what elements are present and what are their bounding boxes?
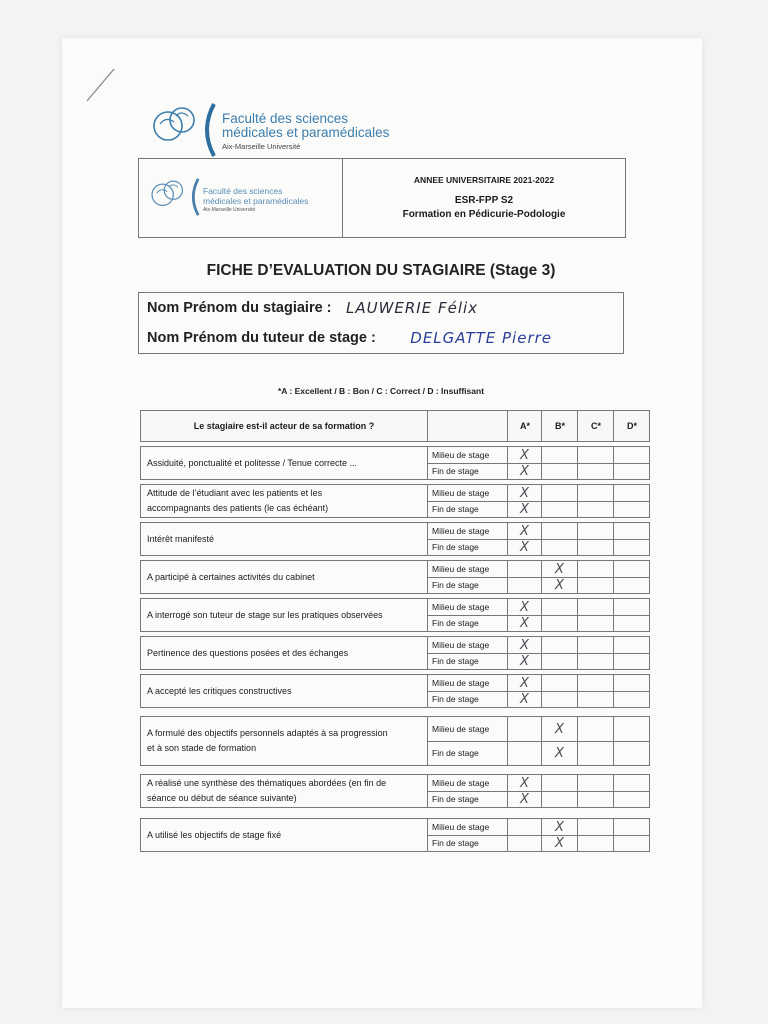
criterion-row xyxy=(140,560,650,594)
grade-cell-d[interactable] xyxy=(613,675,649,691)
criterion-label xyxy=(141,485,427,517)
faces-emblem-icon xyxy=(149,175,187,213)
grade-cell-a[interactable] xyxy=(507,819,541,835)
check-mark: X xyxy=(555,835,564,851)
header-info-cell xyxy=(343,159,625,237)
criterion-label-line: Attitude de l’étudiant avec les patients et les xyxy=(147,488,323,498)
grade-cell-a[interactable] xyxy=(507,717,541,741)
check-mark: X xyxy=(520,637,529,653)
question-header: Le stagiaire est-il acteur de sa formation ? xyxy=(193,421,375,431)
row-divider xyxy=(427,539,649,540)
grade-cell-c[interactable] xyxy=(577,539,613,555)
grade-cell-d[interactable] xyxy=(613,577,649,593)
logo-university: Aix-Marseille Université xyxy=(203,207,256,213)
criterion-row xyxy=(140,522,650,556)
criterion-row xyxy=(140,774,650,808)
stage-mid-label: Milieu de stage xyxy=(427,675,507,691)
grade-cell-d[interactable] xyxy=(613,791,649,807)
grade-cell-d[interactable] xyxy=(613,539,649,555)
grade-cell-a[interactable] xyxy=(507,523,541,539)
criterion-label-line: A réalisé une synthèse des thématiques abordées (en fin de xyxy=(147,778,387,788)
check-mark: X xyxy=(555,721,564,737)
stage-mid-label: Milieu de stage xyxy=(427,819,507,835)
grade-cell-d[interactable] xyxy=(613,599,649,615)
faculty-logo xyxy=(150,100,450,160)
criterion-row xyxy=(140,636,650,670)
grade-cell-c[interactable] xyxy=(577,637,613,653)
criterion-row xyxy=(140,674,650,708)
grade-cell-d[interactable] xyxy=(613,775,649,791)
criterion-row xyxy=(140,716,650,766)
grading-legend: *A : Excellent / B : Bon / C : Correct / D : Insuffisant xyxy=(277,386,485,396)
stage-end-label: Fin de stage xyxy=(427,741,507,765)
grade-cell-b[interactable] xyxy=(541,539,577,555)
grade-cell-a[interactable] xyxy=(507,775,541,791)
tutor-name-handwritten: DELGATTE Pierre xyxy=(410,329,553,347)
row-divider xyxy=(427,463,649,464)
grade-cell-c[interactable] xyxy=(577,717,613,741)
check-mark: X xyxy=(520,463,529,479)
grade-cell-b[interactable] xyxy=(541,691,577,707)
page-title: FICHE D’EVALUATION DU STAGIAIRE (Stage 3) xyxy=(206,262,556,279)
trainee-row xyxy=(147,299,478,323)
criterion-label xyxy=(141,775,427,807)
grade-cell-a[interactable] xyxy=(507,539,541,555)
tutor-label: Nom Prénom du tuteur de stage : xyxy=(147,330,376,346)
check-mark: X xyxy=(520,691,529,707)
grade-cell-a[interactable] xyxy=(507,835,541,851)
grade-cell-d[interactable] xyxy=(613,717,649,741)
grade-cell-a[interactable] xyxy=(507,615,541,631)
grade-cell-c[interactable] xyxy=(577,561,613,577)
criterion-label xyxy=(141,561,427,593)
grade-cell-b[interactable] xyxy=(541,675,577,691)
grade-cell-a[interactable] xyxy=(507,691,541,707)
grade-cell-d[interactable] xyxy=(613,447,649,463)
grade-cell-b[interactable] xyxy=(541,501,577,517)
check-mark: X xyxy=(520,485,529,501)
stage-mid-label: Milieu de stage xyxy=(427,599,507,615)
grade-cell-b[interactable] xyxy=(541,523,577,539)
criterion-label-line: Intérêt manifesté xyxy=(147,533,215,544)
stage-end-label: Fin de stage xyxy=(427,791,507,807)
grade-cell-c[interactable] xyxy=(577,501,613,517)
grade-cell-d[interactable] xyxy=(613,819,649,835)
header-box xyxy=(138,158,626,238)
criterion-label xyxy=(141,819,427,851)
check-mark: X xyxy=(520,539,529,555)
grade-cell-c[interactable] xyxy=(577,741,613,765)
logo-bracket-icon xyxy=(198,102,218,158)
criterion-label xyxy=(141,637,427,669)
check-mark: X xyxy=(520,523,529,539)
grade-cell-d[interactable] xyxy=(613,653,649,669)
row-divider xyxy=(427,653,649,654)
criterion-label-line: et à son stade de formation xyxy=(147,743,257,753)
grade-cell-b[interactable] xyxy=(541,791,577,807)
tutor-row xyxy=(147,329,552,353)
grade-cell-c[interactable] xyxy=(577,485,613,501)
trainee-name-handwritten: LAUWERIE Félix xyxy=(345,299,479,317)
check-mark: X xyxy=(520,775,529,791)
grade-cell-c[interactable] xyxy=(577,819,613,835)
grade-cell-c[interactable] xyxy=(577,577,613,593)
row-divider xyxy=(427,741,649,742)
criterion-label xyxy=(141,523,427,555)
check-mark: X xyxy=(520,653,529,669)
column-header-d: D* xyxy=(613,411,650,441)
grade-cell-b[interactable] xyxy=(541,599,577,615)
stage-mid-label: Milieu de stage xyxy=(427,485,507,501)
check-mark: X xyxy=(555,561,564,577)
check-mark: X xyxy=(520,791,529,807)
grade-cell-c[interactable] xyxy=(577,675,613,691)
grade-cell-a[interactable] xyxy=(507,485,541,501)
grade-cell-b[interactable] xyxy=(541,775,577,791)
grade-cell-d[interactable] xyxy=(613,485,649,501)
grade-cell-d[interactable] xyxy=(613,691,649,707)
stage-end-label: Fin de stage xyxy=(427,691,507,707)
criterion-label-line: A utilisé les objectifs de stage fixé xyxy=(147,829,282,840)
formation-name: Formation en Pédicurie-Podologie xyxy=(402,209,566,220)
logo-title-line-1: Faculté des sciences xyxy=(203,186,283,196)
stage-header xyxy=(427,411,508,441)
stage-end-label: Fin de stage xyxy=(427,653,507,669)
grade-cell-a[interactable] xyxy=(507,653,541,669)
criterion-label-line: A interrogé son tuteur de stage sur les pratiques observées xyxy=(147,609,383,620)
grade-cell-b[interactable] xyxy=(541,561,577,577)
program-code: ESR-FPP S2 xyxy=(454,195,514,206)
logo-title-line-2: médicales et paramédicales xyxy=(203,196,309,206)
stage-mid-label: Milieu de stage xyxy=(427,447,507,463)
pencil-mark xyxy=(82,66,122,106)
column-header-b: B* xyxy=(541,411,578,441)
grade-cell-a[interactable] xyxy=(507,599,541,615)
stage-end-label: Fin de stage xyxy=(427,577,507,593)
column-header-c: C* xyxy=(577,411,614,441)
stage-end-label: Fin de stage xyxy=(427,835,507,851)
check-mark: X xyxy=(520,447,529,463)
grade-cell-c[interactable] xyxy=(577,691,613,707)
criterion-label-line: accompagnants des patients (le cas échéant) xyxy=(147,503,329,513)
criterion-label xyxy=(141,599,427,631)
grade-cell-a[interactable] xyxy=(507,501,541,517)
grade-cell-c[interactable] xyxy=(577,447,613,463)
grade-cell-c[interactable] xyxy=(577,599,613,615)
grade-cell-a[interactable] xyxy=(507,675,541,691)
criterion-label-line: Assiduité, ponctualité et politesse / Tenue correcte ... xyxy=(147,457,357,468)
criterion-label xyxy=(141,717,427,765)
academic-year: ANNEE UNIVERSITAIRE 2021-2022 xyxy=(413,175,555,185)
criterion-label-line: Pertinence des questions posées et des échanges xyxy=(147,647,349,658)
grade-cell-a[interactable] xyxy=(507,463,541,479)
grade-cell-b[interactable] xyxy=(541,717,577,741)
grade-cell-b[interactable] xyxy=(541,615,577,631)
logo-bracket-icon xyxy=(187,177,201,217)
grade-cell-d[interactable] xyxy=(613,615,649,631)
check-mark: X xyxy=(520,675,529,691)
header-logo-cell xyxy=(139,159,343,237)
grade-cell-b[interactable] xyxy=(541,577,577,593)
grade-cell-c[interactable] xyxy=(577,791,613,807)
grade-cell-a[interactable] xyxy=(507,447,541,463)
faculty-logo-small xyxy=(149,175,339,219)
grade-cell-a[interactable] xyxy=(507,577,541,593)
grade-cell-d[interactable] xyxy=(613,741,649,765)
grade-cell-c[interactable] xyxy=(577,463,613,479)
names-box xyxy=(138,292,624,354)
criterion-label xyxy=(141,675,427,707)
logo-university: Aix-Marseille Université xyxy=(222,142,301,151)
column-header-a: A* xyxy=(507,411,542,441)
stage-end-label: Fin de stage xyxy=(427,539,507,555)
grade-cell-b[interactable] xyxy=(541,741,577,765)
logo-title-line-2: médicales et paramédicales xyxy=(222,125,390,140)
grade-cell-a[interactable] xyxy=(507,561,541,577)
grade-cell-d[interactable] xyxy=(613,501,649,517)
row-divider xyxy=(427,615,649,616)
criterion-row xyxy=(140,446,650,480)
grade-cell-d[interactable] xyxy=(613,523,649,539)
stage-end-label: Fin de stage xyxy=(427,463,507,479)
row-divider xyxy=(427,501,649,502)
grade-cell-c[interactable] xyxy=(577,775,613,791)
grade-cell-a[interactable] xyxy=(507,741,541,765)
grade-cell-d[interactable] xyxy=(613,835,649,851)
criterion-label-line: séance ou début de séance suivante) xyxy=(147,793,297,803)
grade-cell-b[interactable] xyxy=(541,485,577,501)
criterion-row xyxy=(140,598,650,632)
stage-end-label: Fin de stage xyxy=(427,615,507,631)
criterion-label-line: A formulé des objectifs personnels adaptés à sa progression xyxy=(147,728,388,738)
stage-end-label: Fin de stage xyxy=(427,501,507,517)
criterion-row xyxy=(140,484,650,518)
stage-mid-label: Milieu de stage xyxy=(427,523,507,539)
check-mark: X xyxy=(555,819,564,835)
grade-cell-b[interactable] xyxy=(541,819,577,835)
criterion-label-line: A participé à certaines activités du cabinet xyxy=(147,571,315,582)
grade-cell-a[interactable] xyxy=(507,637,541,653)
row-divider xyxy=(427,791,649,792)
check-mark: X xyxy=(520,501,529,517)
grade-cell-b[interactable] xyxy=(541,653,577,669)
trainee-label: Nom Prénom du stagiaire : xyxy=(147,300,332,316)
row-divider xyxy=(427,835,649,836)
grade-cell-c[interactable] xyxy=(577,615,613,631)
logo-title-line-1: Faculté des sciences xyxy=(222,111,349,126)
faces-emblem-icon xyxy=(150,100,200,150)
grade-cell-d[interactable] xyxy=(613,463,649,479)
grade-cell-a[interactable] xyxy=(507,791,541,807)
stage-mid-label: Milieu de stage xyxy=(427,637,507,653)
grade-cell-b[interactable] xyxy=(541,447,577,463)
criterion-row xyxy=(140,818,650,852)
check-mark: X xyxy=(520,599,529,615)
grade-cell-b[interactable] xyxy=(541,835,577,851)
row-divider xyxy=(427,691,649,692)
grade-cell-b[interactable] xyxy=(541,637,577,653)
check-mark: X xyxy=(520,615,529,631)
grade-cell-c[interactable] xyxy=(577,653,613,669)
grade-cell-c[interactable] xyxy=(577,523,613,539)
table-header xyxy=(140,410,650,442)
row-divider xyxy=(427,577,649,578)
check-mark: X xyxy=(555,745,564,761)
stage-mid-label: Milieu de stage xyxy=(427,561,507,577)
criterion-label-line: A accepté les critiques constructives xyxy=(147,685,292,696)
grade-cell-b[interactable] xyxy=(541,463,577,479)
criterion-label xyxy=(141,447,427,479)
stage-mid-label: Milieu de stage xyxy=(427,717,507,741)
grade-cell-c[interactable] xyxy=(577,835,613,851)
stage-mid-label: Milieu de stage xyxy=(427,775,507,791)
grade-cell-d[interactable] xyxy=(613,561,649,577)
grade-cell-d[interactable] xyxy=(613,637,649,653)
check-mark: X xyxy=(555,577,564,593)
